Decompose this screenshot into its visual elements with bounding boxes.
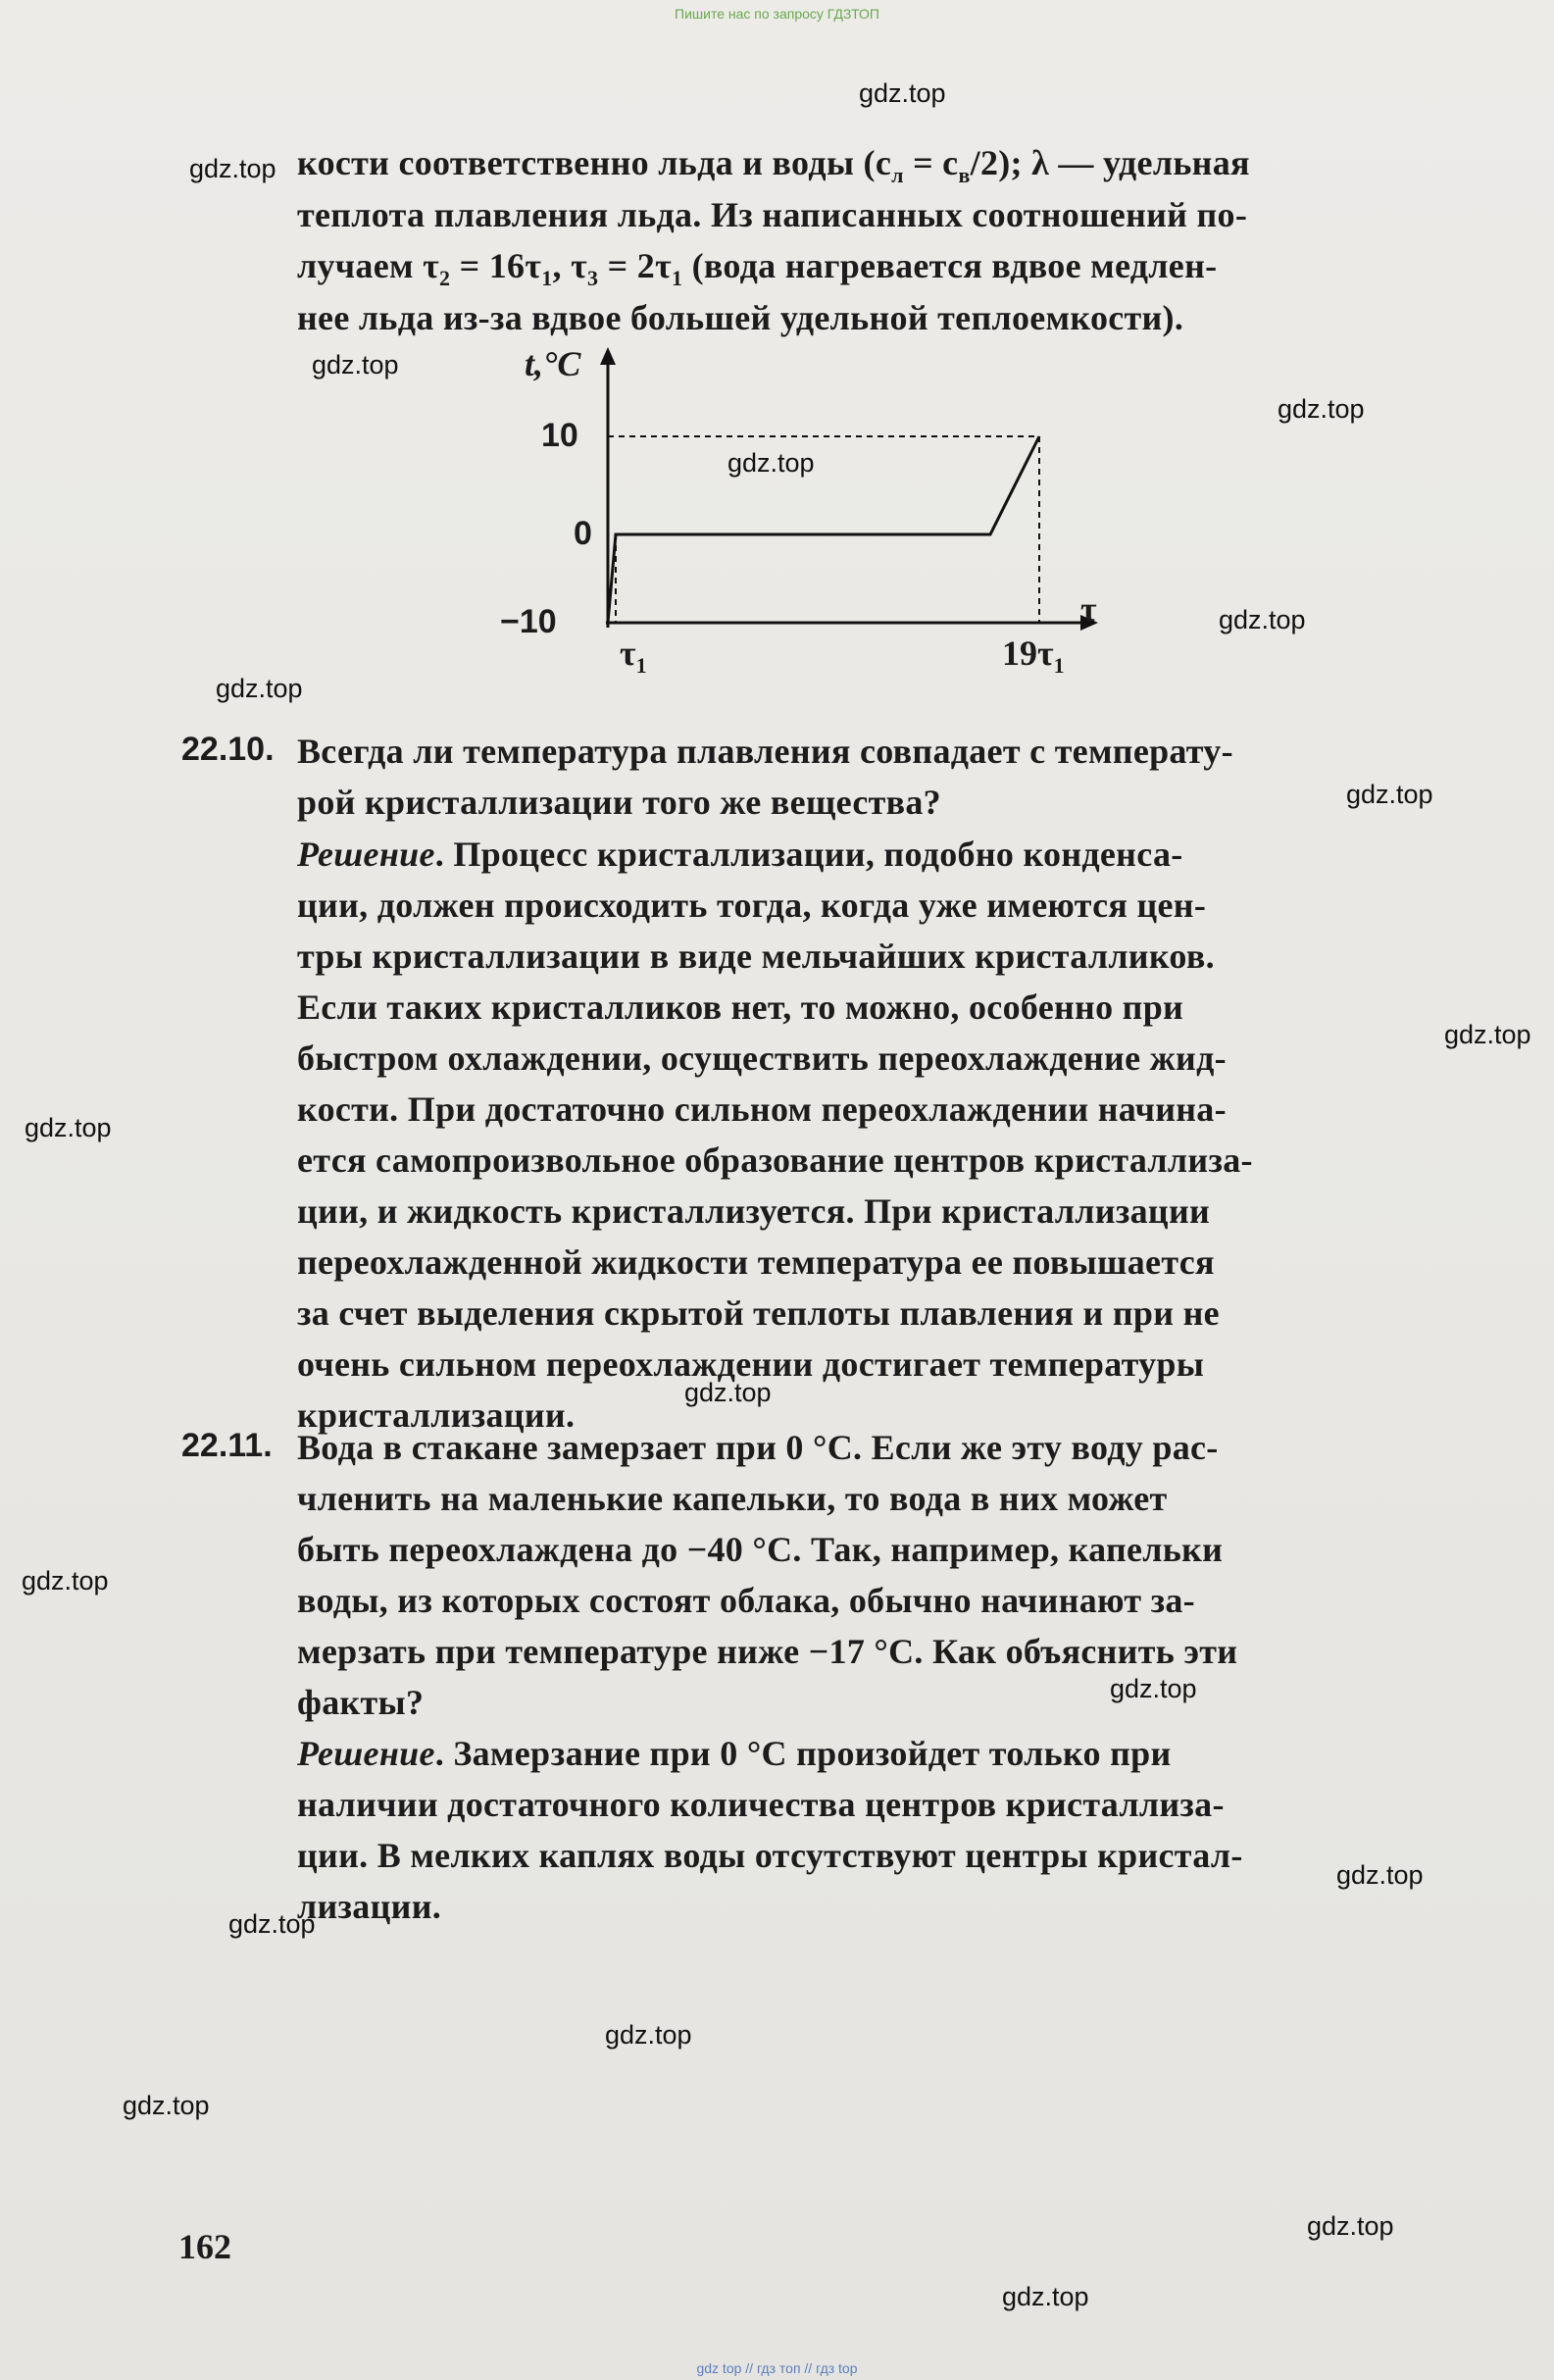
- problem-22-11-solution-line: наличии достаточного количества центров кристаллиза-: [297, 1785, 1225, 1824]
- graph-curve: [608, 436, 1039, 623]
- intro-l3-sub2: 2: [439, 266, 451, 291]
- watermark-text: gdz.top: [859, 78, 946, 108]
- intro-l3-c: (вода нагревается вдвое медлен-: [682, 246, 1218, 285]
- watermark-text: gdz.top: [189, 154, 276, 183]
- watermark-text: gdz.top: [1307, 2211, 1394, 2241]
- problem-22-10-solution-line: ции, должен происходить тогда, когда уже имеются цен-: [297, 886, 1207, 925]
- intro-line-2: теплота плавления льда. Из написанных соотношений по-: [297, 195, 1248, 234]
- problem-22-10-solution-line: кости. При достаточно сильном переохлаждении начина-: [297, 1089, 1227, 1129]
- tick-tau1-text: τ: [620, 633, 636, 673]
- watermark-text: gdz.top: [684, 1378, 772, 1407]
- watermark-text: gdz.top: [312, 350, 399, 380]
- watermark-text: gdz.top: [123, 2091, 210, 2120]
- intro-line-1: [297, 142, 1250, 188]
- footer-note: gdz top // гдз топ // гдз top: [696, 2360, 858, 2376]
- x-axis-label: τ: [1080, 589, 1097, 629]
- watermark-text: gdz.top: [1002, 2282, 1089, 2311]
- graph-svg: [510, 343, 1098, 682]
- problem-22-10-solution-line: тры кристаллизации в виде мельчайших кристалликов.: [297, 937, 1215, 976]
- watermark-text: gdz.top: [1346, 780, 1433, 809]
- intro-l1-eq: = с: [903, 143, 959, 182]
- tick-10: 10: [541, 417, 578, 454]
- problem-22-11-line: Вода в стакане замерзает при 0 °С. Если же эту воду рас-: [297, 1428, 1219, 1467]
- intro-l3-sub3: 3: [587, 266, 599, 291]
- watermark-text: gdz.top: [1219, 605, 1306, 634]
- watermark-text: gdz.top: [216, 674, 303, 703]
- intro-l3-eq2: = 2τ: [598, 246, 672, 285]
- y-axis-arrow: [600, 347, 616, 365]
- intro-l1-b: ; λ — удельная: [1010, 143, 1250, 182]
- watermark-text: gdz.top: [727, 448, 815, 478]
- problem-22-10-line-2: рой кристаллизации того же вещества?: [297, 783, 941, 822]
- tick-19tau1-sub: 1: [1053, 653, 1065, 679]
- problem-22-11-line: факты?: [297, 1683, 425, 1722]
- intro-l1-a: кости соответственно льда и воды (с: [297, 143, 892, 182]
- problem-22-11-number: 22.11.: [181, 1427, 273, 1464]
- problem-22-10-line-1: Всегда ли температура плавления совпадает с температу-: [297, 732, 1233, 771]
- problem-22-10-solution-line: очень сильном переохлаждении достигает температуры: [297, 1344, 1205, 1384]
- intro-l3-eq: = 16τ: [450, 246, 542, 285]
- problem-22-11-solution-first: [297, 1733, 1172, 1774]
- watermark-text: gdz.top: [605, 2020, 692, 2050]
- solution-label: Решение: [297, 1734, 435, 1773]
- intro-line-3: [297, 245, 1217, 291]
- watermark-text: gdz.top: [22, 1566, 109, 1595]
- problem-22-10-solution-line: ется самопроизвольное образование центров кристаллиза-: [297, 1140, 1253, 1180]
- problem-22-11-solution-line: лизации.: [297, 1887, 442, 1926]
- problem-22-11-line: членить на маленькие капельки, то вода в них может: [297, 1479, 1168, 1518]
- intro-l1-sub1: л: [891, 163, 904, 188]
- tick-0: 0: [574, 515, 592, 552]
- intro-l3-sub1b: 1: [671, 266, 683, 291]
- watermark-text: gdz.top: [25, 1113, 112, 1142]
- intro-l3-a: лучаем τ: [297, 246, 439, 285]
- solution-first-tail: . Процесс кристаллизации, подобно конденса-: [434, 835, 1183, 874]
- watermark-text: gdz.top: [1444, 1020, 1531, 1049]
- problem-22-10-solution-line: быстром охлаждении, осуществить переохлаждение жид-: [297, 1038, 1227, 1078]
- tick-19tau1-text: 19τ: [1002, 633, 1054, 673]
- problem-22-11-line: быть переохлаждена до −40 °С. Так, например, капельки: [297, 1530, 1224, 1569]
- solution-first-tail: . Замерзание при 0 °С произойдет только при: [434, 1734, 1172, 1773]
- problem-22-10-number: 22.10.: [181, 731, 275, 768]
- problem-22-10-solution-line: переохлажденной жидкости температура ее повышается: [297, 1242, 1215, 1282]
- solution-label: Решение: [297, 835, 435, 874]
- watermark-text: gdz.top: [1336, 1860, 1424, 1890]
- watermark-text: gdz.top: [228, 1909, 316, 1939]
- problem-22-10-solution-first: [297, 834, 1183, 875]
- problem-22-10-solution-line: Если таких кристалликов нет, то можно, особенно при: [297, 987, 1184, 1027]
- tick-tau1: [620, 633, 647, 679]
- intro-l1-tail: /2): [970, 143, 1011, 182]
- watermark-text: gdz.top: [1110, 1674, 1197, 1703]
- problem-22-10-solution-line: кристаллизации.: [297, 1395, 576, 1435]
- problem-22-11-line: мерзать при температуре ниже −17 °С. Как объяснить эти: [297, 1632, 1238, 1671]
- watermark-text: gdz.top: [1278, 394, 1365, 424]
- problem-22-10-solution-line: за счет выделения скрытой теплоты плавления и при не: [297, 1293, 1220, 1333]
- intro-l3-b: , τ: [552, 246, 588, 285]
- y-axis-label-text: t,°C: [525, 344, 581, 383]
- intro-l3-sub1: 1: [541, 266, 553, 291]
- y-axis-label: [525, 343, 580, 384]
- tick-minus-10: −10: [500, 603, 557, 640]
- intro-l1-sub2: в: [958, 163, 971, 188]
- page-number: 162: [178, 2227, 231, 2266]
- problem-22-10-solution-line: ции, и жидкость кристаллизуется. При кристаллизации: [297, 1191, 1211, 1231]
- intro-line-4: нее льда из-за вдвое большей удельной теплоемкости).: [297, 298, 1184, 337]
- problem-22-11-solution-line: ции. В мелких каплях воды отсутствуют центры кристал-: [297, 1836, 1243, 1875]
- header-note: Пишите нас по запросу ГДЗТОП: [675, 6, 879, 22]
- tick-19tau1: [1002, 633, 1065, 679]
- tick-tau1-sub: 1: [635, 653, 647, 679]
- problem-22-11-line: воды, из которых состоят облака, обычно начинают за-: [297, 1581, 1195, 1620]
